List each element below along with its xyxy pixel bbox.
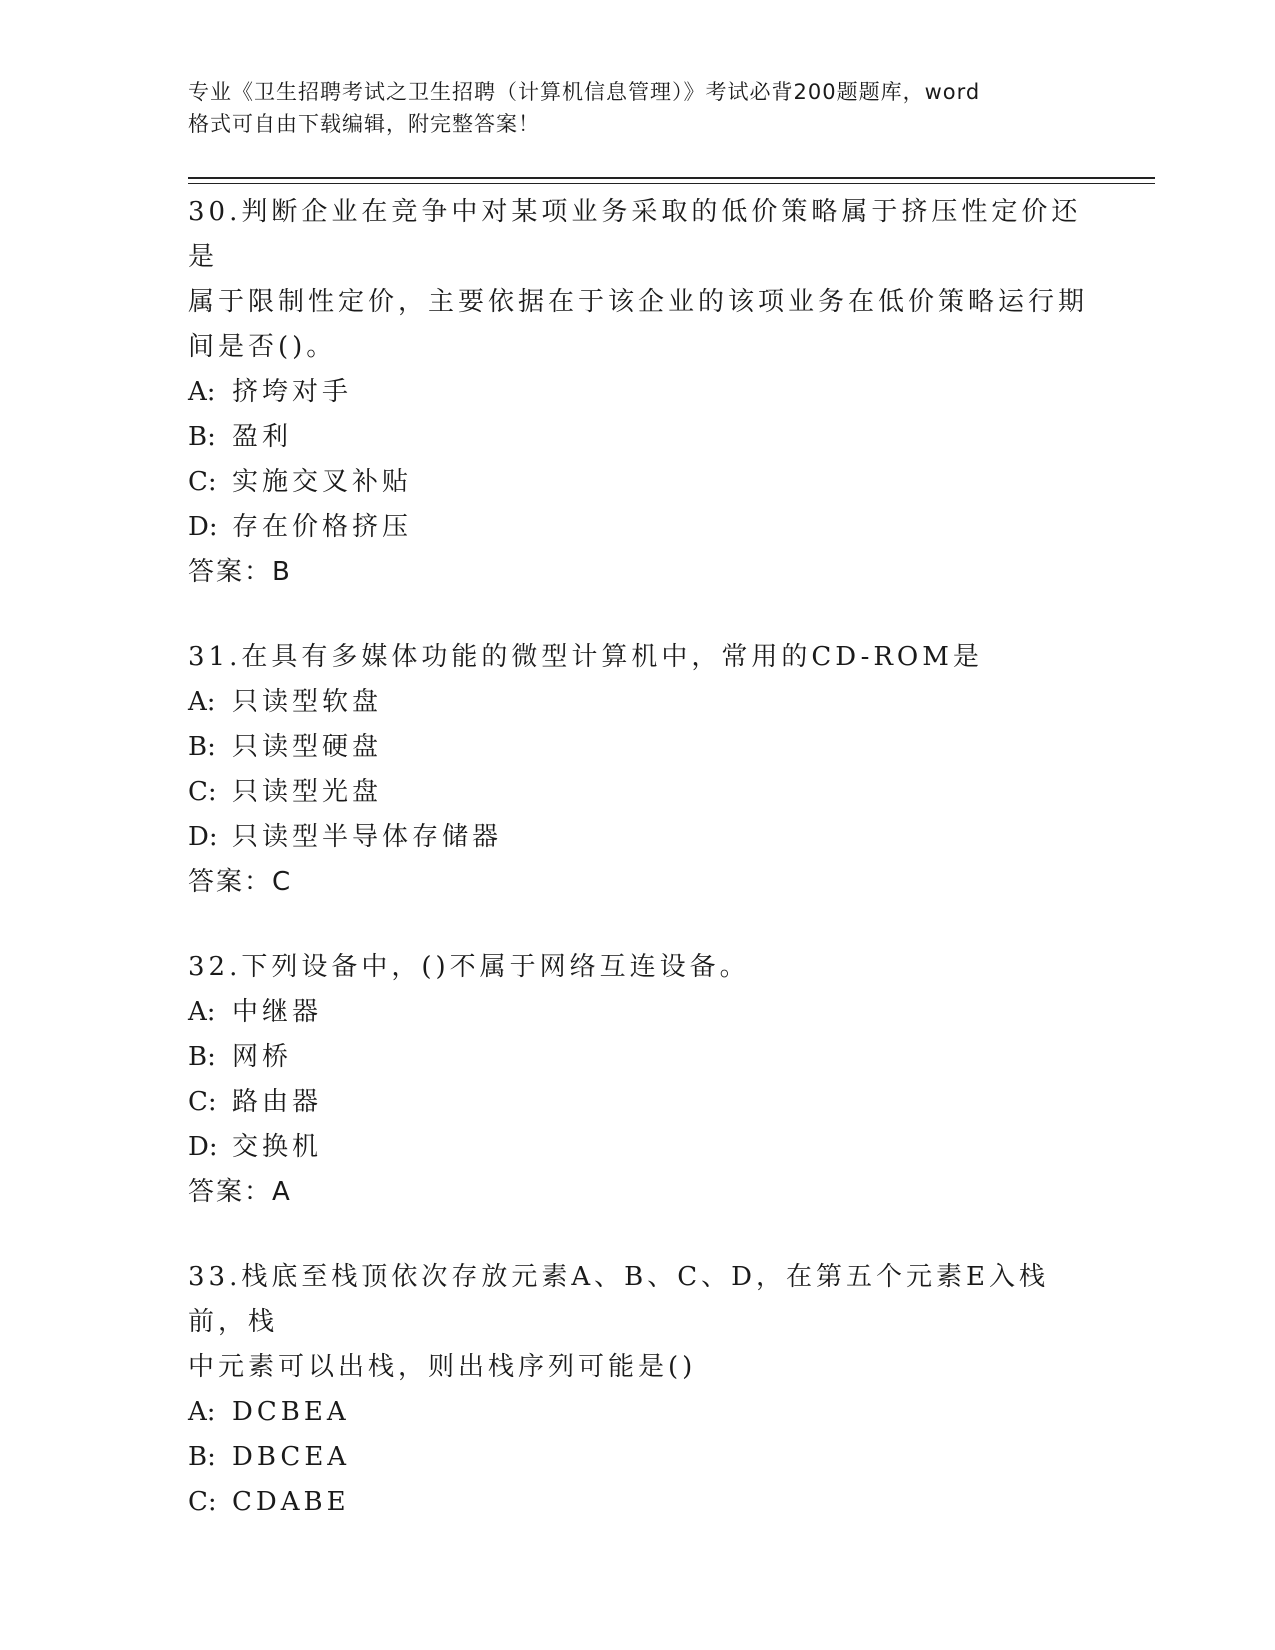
question-list [188, 190, 1088, 1565]
question-31 [188, 635, 1088, 905]
option-a [188, 680, 1088, 725]
option-text: CDABE [232, 1487, 350, 1517]
option-letter: B: [188, 1442, 216, 1472]
option-letter: B: [188, 1042, 216, 1072]
answer-line: 答案：A [188, 1177, 292, 1207]
option-text: 盈利 [232, 422, 293, 452]
option-text: 网桥 [232, 1042, 293, 1072]
question-stem-line: 30.判断企业在竞争中对某项业务采取的低价策略属于挤压性定价还是 [188, 197, 1082, 272]
option-letter: A: [188, 1397, 216, 1427]
option-c [188, 460, 1088, 505]
option-c [188, 1080, 1088, 1125]
option-letter: D: [188, 1132, 218, 1162]
answer-line: 答案：C [188, 867, 293, 897]
option-letter: A: [188, 997, 216, 1027]
option-b [188, 1035, 1088, 1080]
option-letter: A: [188, 377, 216, 407]
header-divider-thick [188, 177, 1155, 179]
question-stem-line: 中元素可以出栈，则出栈序列可能是() [188, 1352, 697, 1382]
option-letter: C: [188, 777, 217, 807]
option-a [188, 1390, 1088, 1435]
option-letter: B: [188, 732, 216, 762]
question-30 [188, 190, 1088, 595]
question-stem-line: 32.下列设备中，()不属于网络互连设备。 [188, 952, 750, 982]
option-letter: A: [188, 687, 216, 717]
option-text: 只读型半导体存储器 [232, 822, 503, 852]
question-stem-line: 33.栈底至栈顶依次存放元素A、B、C、D，在第五个元素E入栈前，栈 [188, 1262, 1049, 1337]
option-text: DCBEA [232, 1397, 350, 1427]
option-c [188, 1480, 1088, 1525]
option-b [188, 415, 1088, 460]
option-d [188, 1125, 1088, 1170]
question-stem-line: 31.在具有多媒体功能的微型计算机中，常用的CD-ROM是 [188, 642, 983, 672]
answer-line: 答案：B [188, 557, 292, 587]
header-line-1: 专业《卫生招聘考试之卫生招聘（计算机信息管理）》考试必背200题题库，word [188, 80, 981, 104]
option-text: 实施交叉补贴 [232, 467, 413, 497]
option-d [188, 505, 1088, 550]
option-c [188, 770, 1088, 815]
option-b [188, 725, 1088, 770]
option-letter: D: [188, 822, 218, 852]
option-d [188, 815, 1088, 860]
question-stem-line: 间是否()。 [188, 332, 337, 362]
option-text: 挤垮对手 [232, 377, 353, 407]
option-text: 只读型光盘 [232, 777, 383, 807]
option-letter: C: [188, 1487, 217, 1517]
option-letter: D: [188, 512, 218, 542]
option-letter: C: [188, 467, 217, 497]
option-text: 中继器 [232, 997, 323, 1027]
option-a [188, 990, 1088, 1035]
option-letter: B: [188, 422, 216, 452]
option-b [188, 1435, 1088, 1480]
question-33 [188, 1255, 1088, 1525]
option-text: 存在价格挤压 [232, 512, 413, 542]
option-a [188, 370, 1088, 415]
option-letter: C: [188, 1087, 217, 1117]
option-text: DBCEA [232, 1442, 351, 1472]
question-stem-line: 属于限制性定价，主要依据在于该企业的该项业务在低价策略运行期 [188, 287, 1089, 317]
option-text: 交换机 [232, 1132, 323, 1162]
header-line-2: 格式可自由下载编辑，附完整答案！ [188, 112, 540, 136]
option-text: 只读型软盘 [232, 687, 383, 717]
option-text: 只读型硬盘 [232, 732, 383, 762]
document-header [188, 76, 1088, 140]
header-divider-thin [188, 183, 1155, 184]
question-32 [188, 945, 1088, 1215]
option-text: 路由器 [232, 1087, 323, 1117]
